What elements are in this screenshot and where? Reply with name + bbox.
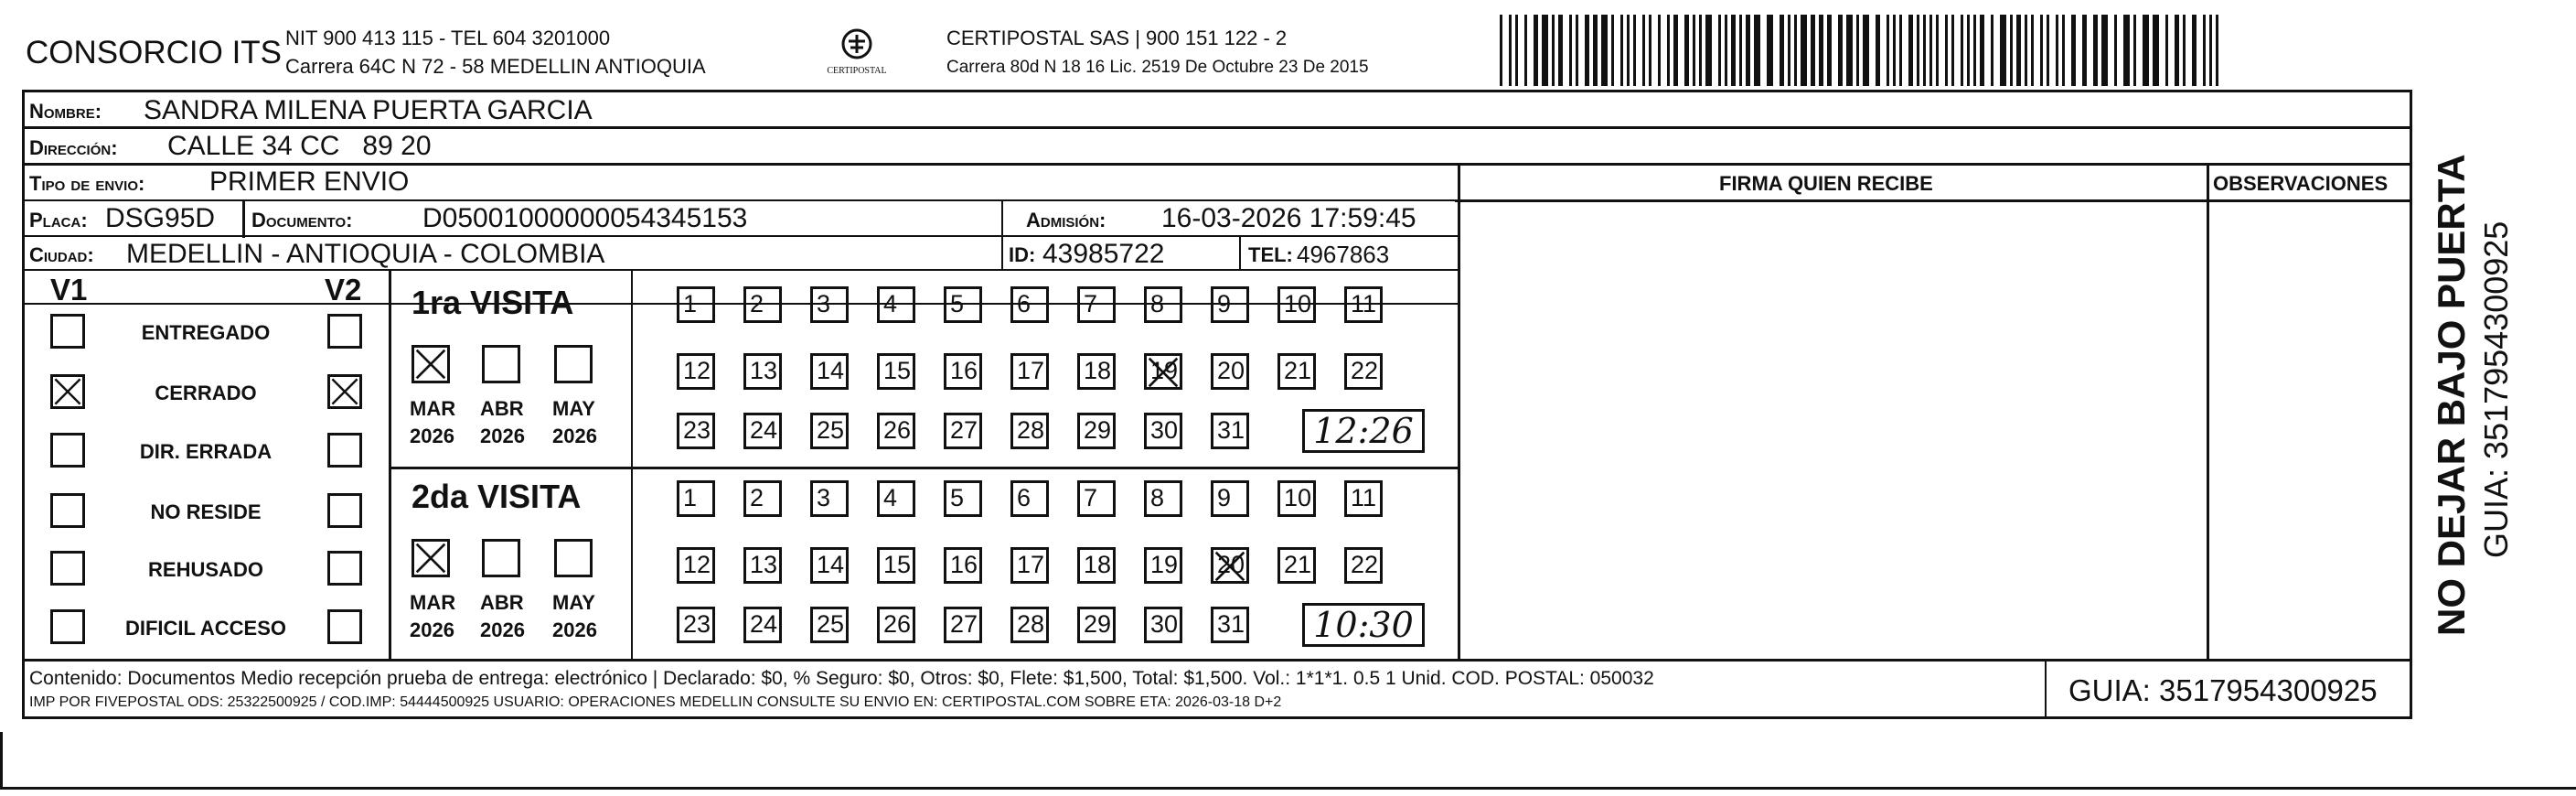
- admision-value: 16-03-2026 17:59:45: [1161, 203, 1416, 233]
- day-number: 22: [1351, 357, 1379, 384]
- day-number: 19: [1150, 551, 1179, 578]
- month-label: MAR: [410, 591, 456, 614]
- day-box[interactable]: [944, 547, 982, 584]
- day-number: 25: [817, 610, 845, 638]
- v1-checkbox[interactable]: [50, 609, 85, 644]
- tipo-envio-value: PRIMER ENVIO: [209, 167, 410, 197]
- year-label: 2026: [410, 619, 454, 641]
- v2-checkbox[interactable]: [327, 493, 362, 528]
- day-number: 30: [1150, 416, 1179, 444]
- day-number: 30: [1150, 610, 1179, 638]
- day-number: 7: [1084, 290, 1098, 317]
- year-label: 2026: [410, 425, 454, 447]
- day-box[interactable]: [877, 480, 915, 517]
- side-guia: GUIA: 3517954300925: [2477, 221, 2515, 558]
- status-label: DIR. ERRADA: [139, 440, 273, 463]
- documento-value: D05001000000054345153: [422, 203, 748, 233]
- imp-text: IMP POR FIVEPOSTAL ODS: 25322500925 / COD.IMP: 54444500925 USUARIO: OPERACIONES MEDELLIN CONSULTE SU ENVIO EN: CERTIPOSTAL.COM SOBRE ETA: 2026-03-18 D+2: [29, 694, 1282, 710]
- barcode: [1500, 15, 2231, 86]
- day-box[interactable]: [1144, 607, 1182, 643]
- direccion-value: CALLE 34 CC 89 20: [167, 131, 432, 161]
- day-box[interactable]: [1211, 607, 1249, 643]
- day-box[interactable]: [810, 286, 849, 323]
- day-number: 1: [683, 290, 698, 317]
- v2-checkbox[interactable]: [327, 609, 362, 644]
- day-number: 4: [883, 484, 898, 511]
- day-number: 29: [1084, 610, 1112, 638]
- status-label: NO RESIDE: [150, 500, 262, 523]
- day-number: 16: [950, 551, 978, 578]
- day-box[interactable]: [810, 607, 849, 643]
- day-box[interactable]: [1010, 413, 1049, 449]
- month-label: MAY: [552, 591, 595, 614]
- year-label: 2026: [480, 425, 525, 447]
- status-label: CERRADO: [155, 382, 257, 404]
- day-box[interactable]: [810, 480, 849, 517]
- company-address: Carrera 64C N 72 - 58 MEDELLIN ANTIOQUIA: [285, 55, 706, 78]
- v1-checkbox[interactable]: [50, 493, 85, 528]
- day-box[interactable]: [810, 413, 849, 449]
- operator-address: Carrera 80d N 18 16 Lic. 2519 De Octubre 23 De 2015: [946, 58, 1369, 77]
- day-box[interactable]: [1277, 547, 1316, 584]
- day-box[interactable]: [1010, 286, 1049, 323]
- day-number: 9: [1217, 290, 1232, 317]
- day-box[interactable]: [1277, 286, 1316, 323]
- day-box[interactable]: [877, 607, 915, 643]
- v1-checkbox[interactable]: [50, 374, 85, 409]
- day-box[interactable]: [677, 353, 715, 390]
- nombre-value: SANDRA MILENA PUERTA GARCIA: [144, 95, 593, 125]
- day-number: 22: [1351, 551, 1379, 578]
- placa-label: Placa:: [29, 209, 88, 231]
- placa-value: DSG95D: [105, 203, 216, 233]
- ciudad-label: Ciudad:: [29, 243, 94, 266]
- day-number: 12: [683, 551, 711, 578]
- day-number: 13: [750, 357, 778, 384]
- day-number: 26: [883, 610, 912, 638]
- day-number: 25: [817, 416, 845, 444]
- tel-label: TEL:: [1248, 243, 1293, 266]
- day-box[interactable]: [1211, 286, 1249, 323]
- day-box[interactable]: [1144, 286, 1182, 323]
- day-number: 10: [1284, 290, 1312, 317]
- firma-header: FIRMA QUIEN RECIBE: [1719, 172, 1933, 195]
- day-box[interactable]: [1344, 286, 1383, 323]
- side-warning: NO DEJAR BAJO PUERTA: [2430, 154, 2473, 636]
- day-number: 18: [1084, 551, 1112, 578]
- day-number: 9: [1217, 484, 1232, 511]
- id-value: 43985722: [1042, 239, 1165, 269]
- day-number: 31: [1217, 416, 1245, 444]
- handwritten-time: 10:30: [1302, 603, 1425, 647]
- day-box[interactable]: [1144, 480, 1182, 517]
- day-number: 4: [883, 290, 898, 317]
- day-number: 5: [950, 290, 965, 317]
- v1-checkbox[interactable]: [50, 314, 85, 349]
- admision-label: Admisión:: [1026, 209, 1106, 231]
- v1-label: V1: [50, 273, 88, 307]
- day-number: 17: [1017, 357, 1045, 384]
- v1-checkbox[interactable]: [50, 433, 85, 468]
- day-box[interactable]: [1344, 480, 1383, 517]
- day-box[interactable]: [1077, 480, 1116, 517]
- day-box[interactable]: [1344, 353, 1383, 390]
- day-box[interactable]: [877, 286, 915, 323]
- day-box[interactable]: [677, 286, 715, 323]
- day-mark: [1213, 550, 1246, 581]
- month-checkbox[interactable]: [554, 539, 593, 577]
- id-label: ID:: [1009, 243, 1036, 266]
- day-box[interactable]: [1077, 547, 1116, 584]
- v2-label: V2: [325, 273, 362, 307]
- month-checkbox[interactable]: [412, 539, 450, 577]
- day-number: 2: [750, 484, 764, 511]
- day-mark: [1147, 356, 1180, 387]
- day-box[interactable]: [944, 286, 982, 323]
- day-number: 21: [1284, 551, 1312, 578]
- tel-value: 4967863: [1297, 241, 1390, 268]
- contenido-text: Contenido: Documentos Medio recepción prueba de entrega: electrónico | Declarado: $0, % Seguro: $0, Otros: $0, Flete: $1,500, Total: $1,500. Vol.: 1*1*1. 0.5 1 Unid. COD. POSTAL: 050032: [29, 668, 1654, 689]
- day-number: 14: [817, 551, 845, 578]
- visit1-title: 1ra VISITA: [412, 284, 574, 321]
- year-label: 2026: [552, 619, 597, 641]
- v2-checkbox[interactable]: [327, 433, 362, 468]
- month-label: MAY: [552, 397, 595, 420]
- status-label: ENTREGADO: [141, 321, 271, 344]
- v1-checkbox[interactable]: [50, 551, 85, 586]
- month-checkbox[interactable]: [482, 539, 520, 577]
- day-number: 13: [750, 551, 778, 578]
- day-number: 31: [1217, 610, 1245, 638]
- status-label: REHUSADO: [148, 558, 263, 581]
- operator-name: CERTIPOSTAL SAS | 900 151 122 - 2: [946, 27, 1288, 49]
- day-box[interactable]: [1144, 353, 1182, 390]
- day-number: 10: [1284, 484, 1312, 511]
- day-number: 3: [817, 484, 831, 511]
- guia-box: GUIA: 3517954300925: [2068, 673, 2378, 707]
- day-box[interactable]: [810, 353, 849, 390]
- day-number: 27: [950, 610, 978, 638]
- day-box[interactable]: [1277, 353, 1316, 390]
- day-box[interactable]: [1144, 547, 1182, 584]
- day-number: 29: [1084, 416, 1112, 444]
- tipo-envio-label: Tipo de envio:: [29, 172, 145, 195]
- v2-checkbox[interactable]: [327, 374, 362, 409]
- direccion-label: Dirección:: [29, 136, 118, 159]
- day-box[interactable]: [1344, 547, 1383, 584]
- month-label: ABR: [480, 397, 524, 420]
- day-number: 11: [1351, 290, 1377, 317]
- visit2-title: 2da VISITA: [412, 478, 582, 515]
- day-number: 2: [750, 290, 764, 317]
- day-box[interactable]: [677, 607, 715, 643]
- ciudad-value: MEDELLIN - ANTIOQUIA - COLOMBIA: [126, 239, 605, 269]
- day-number: 27: [950, 416, 978, 444]
- day-number: 23: [683, 610, 711, 638]
- day-box[interactable]: [1211, 413, 1249, 449]
- svg-text:CERTIPOSTAL: CERTIPOSTAL: [827, 66, 887, 76]
- day-number: 24: [750, 610, 778, 638]
- day-number: 16: [950, 357, 978, 384]
- day-box[interactable]: [1077, 353, 1116, 390]
- day-box[interactable]: [1077, 607, 1116, 643]
- day-box[interactable]: [944, 480, 982, 517]
- year-label: 2026: [480, 619, 525, 641]
- documento-label: Documento:: [251, 209, 353, 231]
- day-box[interactable]: [677, 547, 715, 584]
- day-number: 24: [750, 416, 778, 444]
- day-box[interactable]: [1010, 353, 1049, 390]
- day-box[interactable]: [743, 607, 782, 643]
- day-number: 28: [1017, 416, 1045, 444]
- day-box[interactable]: [1211, 547, 1249, 584]
- day-box[interactable]: [743, 353, 782, 390]
- month-label: MAR: [410, 397, 456, 420]
- day-box[interactable]: [1010, 480, 1049, 517]
- day-number: 15: [883, 357, 912, 384]
- status-label: DIFICIL ACCESO: [124, 617, 286, 640]
- day-box[interactable]: [743, 547, 782, 584]
- company-name: CONSORCIO ITS: [26, 35, 283, 70]
- day-box[interactable]: [1277, 480, 1316, 517]
- day-box[interactable]: [1010, 547, 1049, 584]
- day-number: 8: [1150, 290, 1165, 317]
- day-number: 19: [1150, 357, 1179, 384]
- day-box[interactable]: [810, 547, 849, 584]
- v2-checkbox[interactable]: [327, 314, 362, 349]
- day-number: 7: [1084, 484, 1098, 511]
- day-number: 6: [1017, 484, 1031, 511]
- day-box[interactable]: [1144, 413, 1182, 449]
- day-box[interactable]: [944, 353, 982, 390]
- day-box[interactable]: [944, 413, 982, 449]
- day-number: 3: [817, 290, 831, 317]
- month-checkbox[interactable]: [554, 345, 593, 383]
- observaciones-header: OBSERVACIONES: [2213, 172, 2389, 195]
- certipostal-logo: [816, 26, 898, 79]
- month-checkbox[interactable]: [482, 345, 520, 383]
- year-label: 2026: [552, 425, 597, 447]
- day-box[interactable]: [1211, 353, 1249, 390]
- month-checkbox[interactable]: [412, 345, 450, 383]
- day-number: 20: [1217, 551, 1245, 578]
- company-nit: NIT 900 413 115 - TEL 604 3201000: [285, 27, 611, 49]
- day-box[interactable]: [877, 353, 915, 390]
- month-label: ABR: [480, 591, 524, 614]
- handwritten-time: 12:26: [1302, 409, 1425, 453]
- day-number: 26: [883, 416, 912, 444]
- day-number: 17: [1017, 551, 1045, 578]
- nombre-label: Nombre:: [29, 100, 102, 123]
- day-box[interactable]: [677, 480, 715, 517]
- day-number: 11: [1351, 484, 1377, 511]
- v2-checkbox[interactable]: [327, 551, 362, 586]
- day-number: 15: [883, 551, 912, 578]
- day-number: 6: [1017, 290, 1031, 317]
- day-box[interactable]: [877, 547, 915, 584]
- day-number: 20: [1217, 357, 1245, 384]
- day-box[interactable]: [743, 480, 782, 517]
- day-number: 5: [950, 484, 965, 511]
- day-number: 12: [683, 357, 711, 384]
- day-number: 28: [1017, 610, 1045, 638]
- day-number: 18: [1084, 357, 1112, 384]
- day-box[interactable]: [1211, 480, 1249, 517]
- day-box[interactable]: [743, 413, 782, 449]
- day-box[interactable]: [743, 286, 782, 323]
- day-box[interactable]: [944, 607, 982, 643]
- day-box[interactable]: [1077, 286, 1116, 323]
- day-box[interactable]: [1010, 607, 1049, 643]
- day-number: 21: [1284, 357, 1312, 384]
- day-number: 1: [683, 484, 698, 511]
- day-number: 14: [817, 357, 845, 384]
- day-box[interactable]: [677, 413, 715, 449]
- day-number: 23: [683, 416, 711, 444]
- day-box[interactable]: [1077, 413, 1116, 449]
- day-number: 8: [1150, 484, 1165, 511]
- day-box[interactable]: [877, 413, 915, 449]
